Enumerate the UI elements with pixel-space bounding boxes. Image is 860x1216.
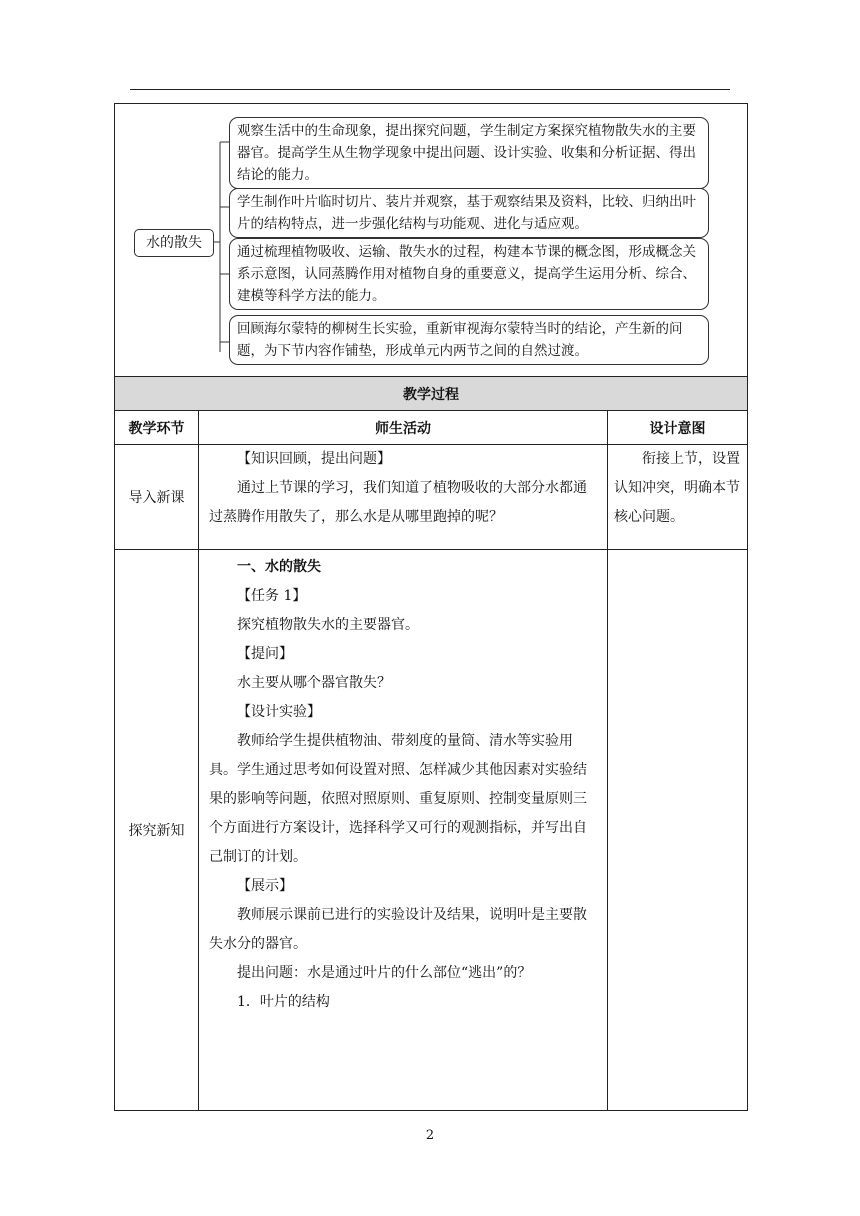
activity-line: 探究植物散失水的主要器官。 (237, 617, 419, 633)
intent-cell (608, 445, 748, 550)
activity-line: 【知识回顾，提出问题】 (237, 451, 391, 467)
header-rule (130, 89, 730, 90)
concept-map-node-1: 观察生活中的生命现象，提出探究问题，学生制定方案探究植物散失水的主要器官。提高学生从生物学现象中提出问题、设计实验、收集和分析证据、得出结论的能力。 (229, 117, 709, 189)
column-header-stage: 教学环节 (115, 411, 199, 445)
activity-line: 【提问】 (237, 646, 293, 662)
concept-map-node-2: 学生制作叶片临时切片、装片并观察，基于观察结果及资料，比较、归纳出叶片的结构特点，进一步强化结构与功能观、进化与适应观。 (229, 188, 709, 238)
intent-cell (608, 550, 748, 1111)
stage-cell: 导入新课 (115, 445, 199, 550)
concept-map-node-4: 回顾海尔蒙特的柳树生长实验，重新审视海尔蒙特当时的结论，产生新的问题，为下节内容作铺垫，形成单元内两节之间的自然过渡。 (229, 315, 709, 365)
stage-cell: 探究新知 (115, 550, 199, 1111)
concept-map-node-3: 通过梳理植物吸收、运输、散失水的过程，构建本节课的概念图，形成概念关系示意图，认同蒸腾作用对植物自身的重要意义，提高学生运用分析、综合、建模等科学方法的能力。 (229, 238, 709, 310)
activity-line: 通过上节课的学习，我们知道了植物吸收的大部分水都通过蒸腾作用散失了，那么水是从哪里跑掉的呢？ (209, 480, 587, 525)
activity-line: 教师给学生提供植物油、带刻度的量筒、清水等实验用具。学生通过思考如何设置对照、怎样减少其他因素对实验结果的影响等问题，依照对照原则、重复原则、控制变量原则三个方面进行方案设计，选择科学又可行的观测指标，并写出自己制订的计划。 (209, 733, 587, 865)
activity-line: 【设计实验】 (237, 704, 321, 720)
table-row (115, 550, 748, 1111)
activity-cell (199, 445, 608, 550)
activity-line: 一、水的散失 (237, 559, 321, 575)
column-header-intent: 设计意图 (608, 411, 748, 445)
column-header-activity: 师生活动 (199, 411, 608, 445)
activity-line: 1．叶片的结构 (237, 994, 330, 1010)
activity-line: 教师展示课前已进行的实验设计及结果，说明叶是主要散失水分的器官。 (209, 907, 587, 952)
section-title: 教学过程 (115, 377, 748, 411)
activity-line: 【任务 1】 (237, 588, 307, 604)
page-number: 2 (425, 1128, 435, 1143)
lesson-table (114, 103, 748, 1111)
activity-cell (199, 550, 608, 1111)
activity-line: 【展示】 (237, 878, 293, 894)
concept-map-root: 水的散失 (134, 229, 214, 257)
activity-line: 水主要从哪个器官散失？ (237, 675, 391, 691)
intent-text: 衔接上节，设置认知冲突，明确本节核心问题。 (614, 451, 740, 525)
concept-map-cell (115, 104, 748, 377)
activity-line: 提出问题：水是通过叶片的什么部位“逃出”的？ (237, 965, 532, 981)
table-row (115, 445, 748, 550)
